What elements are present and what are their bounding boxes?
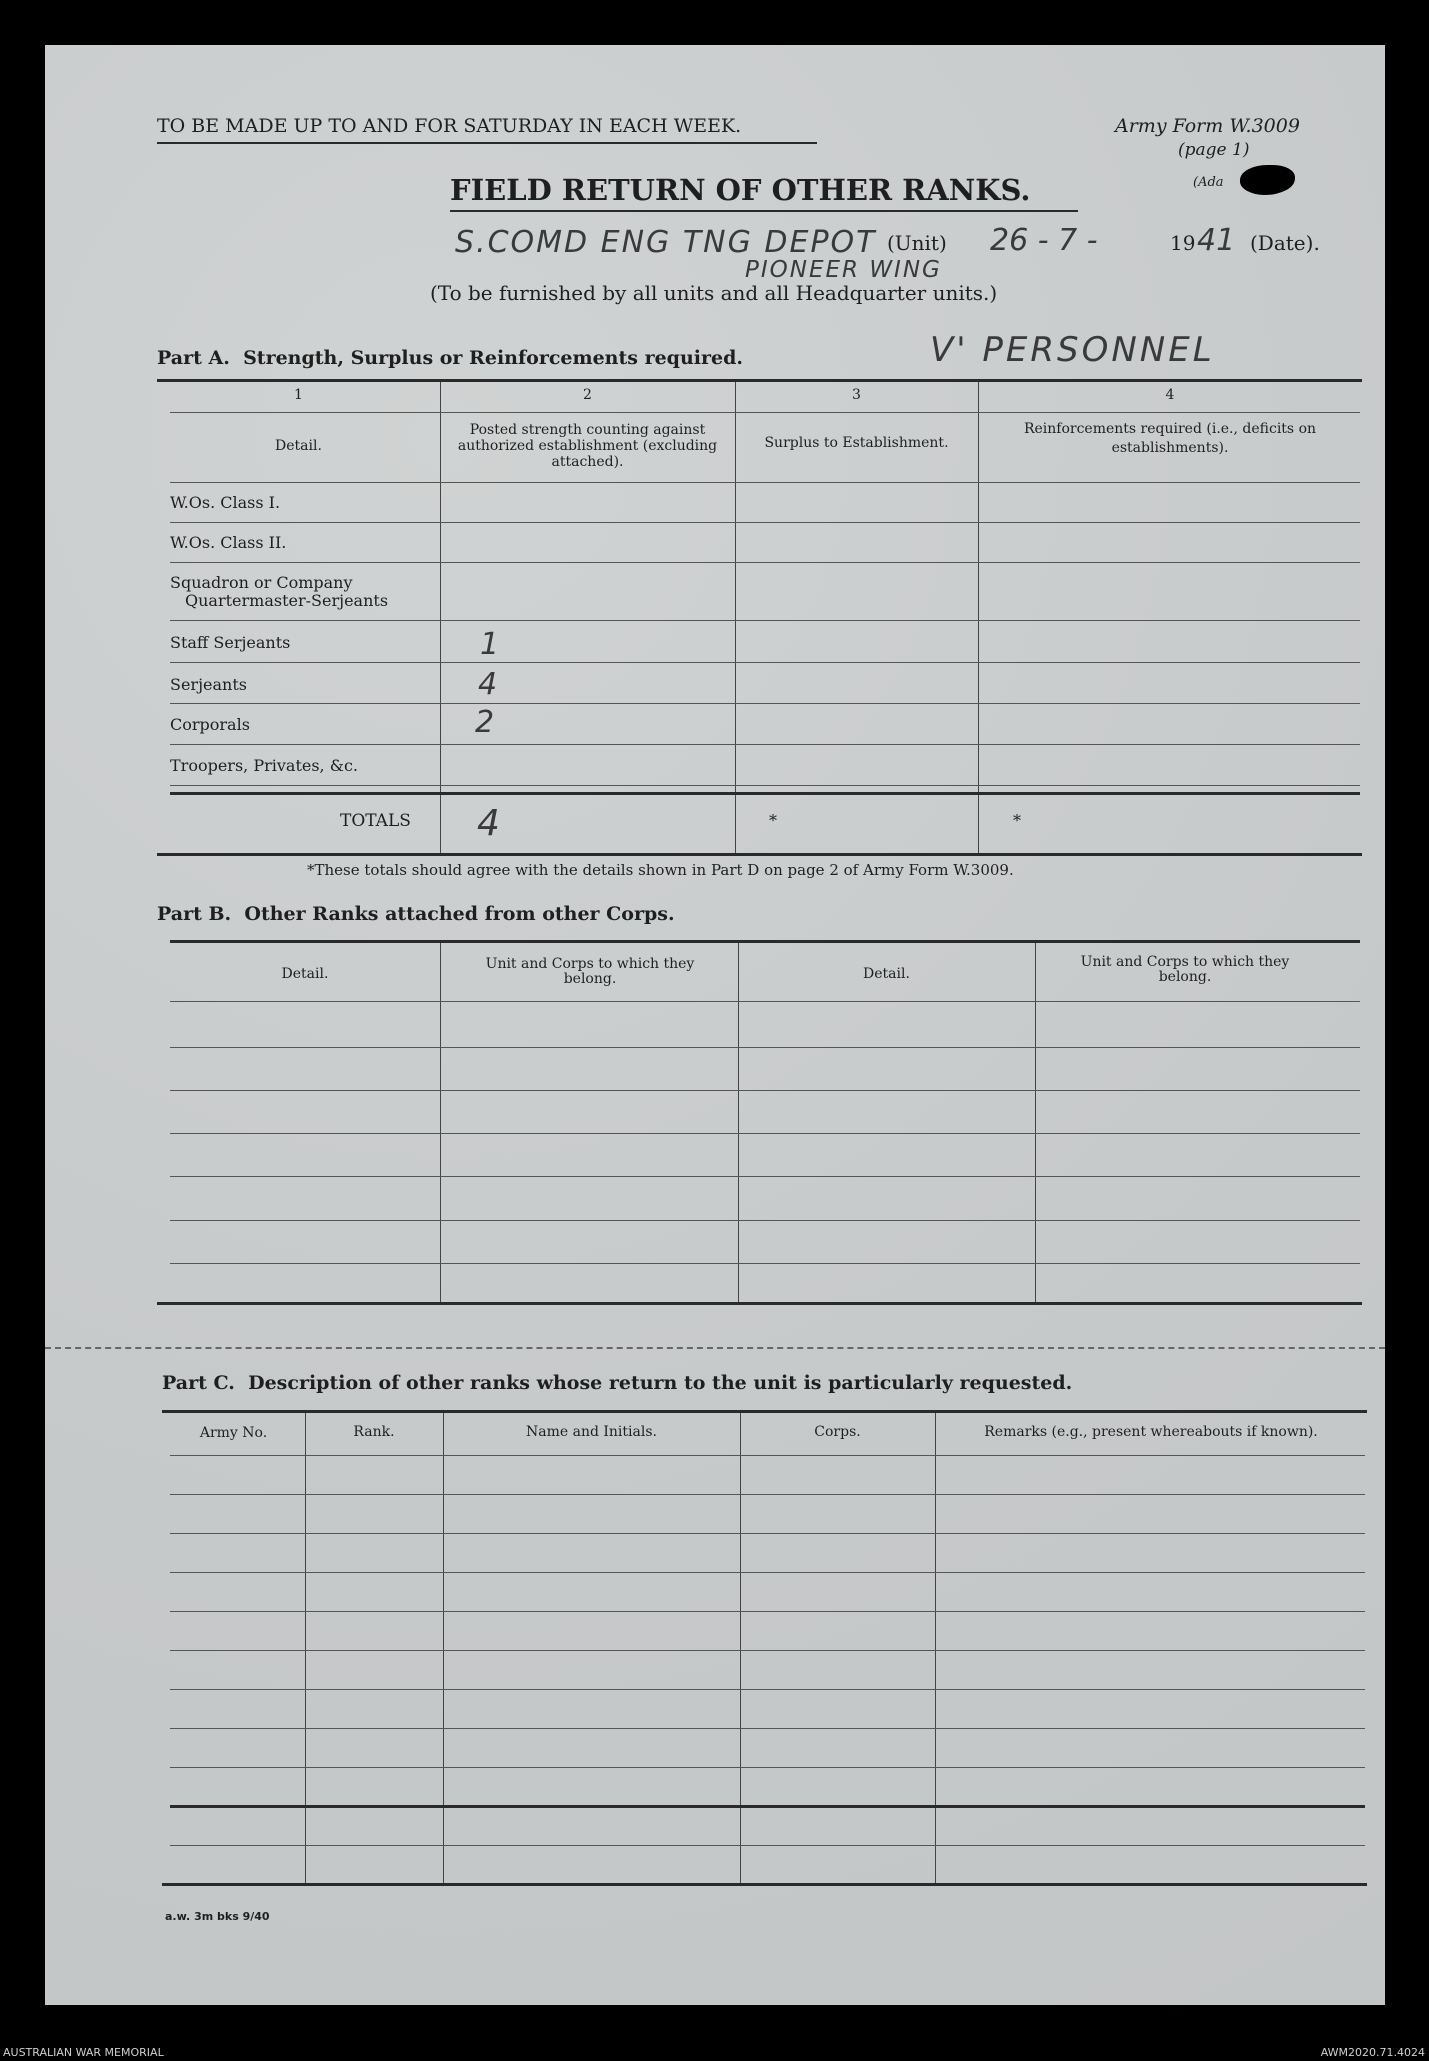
form-title: FIELD RETURN OF OTHER RANKS.	[450, 173, 1031, 207]
part-c-header-rank: Rank.	[353, 1424, 395, 1440]
part-c-row-rule	[170, 1728, 1365, 1729]
form-title-underline	[450, 210, 1078, 212]
row-detail-cqms: Squadron or Company	[170, 573, 353, 592]
row-rule	[170, 562, 1360, 563]
part-c-vrule-2	[443, 1413, 444, 1885]
part-b-header-detail-1: Detail.	[281, 966, 329, 982]
part-a-colnum-2: 2	[583, 387, 592, 403]
part-c-row-rule	[170, 1533, 1365, 1534]
totals-reinforcements-star: *	[1013, 811, 1021, 830]
form-sheet	[45, 45, 1385, 2005]
part-b-header-rule	[170, 1001, 1360, 1002]
part-c-header-corps: Corps.	[814, 1424, 861, 1440]
part-b-vrule-2	[738, 943, 739, 1303]
year-prefix: 19	[1170, 231, 1196, 255]
unit-label: (Unit)	[887, 231, 947, 255]
part-a-footnote: *These totals should agree with the details shown in Part D on page 2 of Army Form W.3009.	[307, 861, 1014, 879]
print-code: a.w. 3m bks 9/40	[165, 1910, 270, 1923]
torn-hole	[1240, 165, 1295, 195]
archive-footer-left: AUSTRALIAN WAR MEMORIAL	[3, 2046, 164, 2059]
part-a-colnum-3: 3	[852, 387, 861, 403]
part-c-row-rule	[170, 1689, 1365, 1690]
part-c-title: Part C. Description of other ranks whose return to the unit is particularly requested.	[162, 1372, 1073, 1394]
furnish-note: (To be furnished by all units and all Headquarter units.)	[430, 281, 998, 305]
part-b-row-rule	[170, 1263, 1360, 1264]
personnel-handwritten: V' PERSONNEL	[930, 330, 1215, 370]
totals-surplus-star: *	[769, 811, 777, 830]
row-detail-wo-class-2: W.Os. Class II.	[170, 533, 287, 552]
part-c-row-rule	[170, 1494, 1365, 1495]
part-c-header-rule	[170, 1455, 1365, 1456]
part-a-header-detail: Detail.	[275, 438, 322, 454]
unit-handwritten: S.COMD ENG TNG DEPOT	[455, 225, 877, 260]
totals-posted: 4	[477, 803, 500, 844]
top-instruction: TO BE MADE UP TO AND FOR SATURDAY IN EACH WEEK.	[157, 115, 742, 137]
part-a-bottom-rule	[157, 853, 1362, 856]
part-b-row-rule	[170, 1220, 1360, 1221]
part-a-title: Part A. Strength, Surplus or Reinforcements required.	[157, 347, 743, 369]
part-a-header-surplus: Surplus to Establishment.	[764, 435, 949, 451]
part-c-row-rule	[170, 1611, 1365, 1612]
part-b-header-unit-2: Unit and Corps to which they belong.	[1080, 954, 1290, 985]
part-c-vrule-3	[740, 1413, 741, 1885]
part-c-row-rule	[170, 1767, 1365, 1768]
totals-label: TOTALS	[340, 811, 411, 831]
part-b-row-rule	[170, 1090, 1360, 1091]
part-c-thick-rule	[170, 1805, 1365, 1808]
row-detail-troopers: Troopers, Privates, &c.	[170, 756, 359, 775]
row-rule	[170, 662, 1360, 663]
part-a-colnum-rule	[170, 412, 1360, 413]
perforation-line	[45, 1347, 1385, 1349]
part-b-row-rule	[170, 1133, 1360, 1134]
archive-footer	[0, 2044, 1429, 2061]
part-a-colnum-4: 4	[1165, 387, 1175, 403]
year-handwritten: 41	[1197, 223, 1236, 258]
part-c-header-name: Name and Initials.	[526, 1424, 657, 1440]
posted-serjeants: 4	[478, 667, 498, 702]
top-instruction-underline	[157, 142, 817, 144]
form-id: Army Form W.3009	[1115, 115, 1300, 137]
part-a-header-rule	[170, 482, 1360, 483]
part-c-row-rule	[170, 1650, 1365, 1651]
part-c-vrule-1	[305, 1413, 306, 1885]
row-rule	[170, 703, 1360, 704]
part-a-top-rule	[157, 379, 1362, 382]
subunit-handwritten: PIONEER WING	[745, 257, 942, 283]
posted-corporals: 2	[475, 705, 495, 740]
part-b-header-detail-2: Detail.	[863, 966, 910, 982]
date-label: (Date).	[1250, 231, 1320, 255]
row-detail-cqms-line2: Quartermaster-Serjeants	[185, 591, 389, 610]
part-a-colnum-1: 1	[294, 387, 303, 403]
part-c-vrule-4	[935, 1413, 936, 1885]
part-b-top-rule	[170, 940, 1360, 943]
part-a-header-reinforcements: Reinforcements required (i.e., deficits on establishments).	[1023, 421, 1317, 456]
part-b-row-rule	[170, 1176, 1360, 1177]
row-detail-corporals: Corporals	[170, 715, 250, 734]
row-rule	[170, 620, 1360, 621]
part-c-bottom-rule	[162, 1883, 1367, 1886]
row-detail-serjeants: Serjeants	[170, 675, 247, 694]
row-detail-wo-class-1: W.Os. Class I.	[170, 493, 281, 512]
part-b-row-rule	[170, 1047, 1360, 1048]
part-c-row-rule	[170, 1845, 1365, 1846]
adapted-label: (Ada	[1193, 175, 1224, 190]
part-c-header-remarks: Remarks (e.g., present whereabouts if known).	[984, 1424, 1318, 1440]
date-handwritten: 26 - 7 -	[990, 223, 1098, 258]
part-b-header-unit-1: Unit and Corps to which they belong.	[485, 956, 695, 987]
part-b-bottom-rule	[157, 1302, 1362, 1305]
posted-staff-serjeants: 1	[480, 627, 500, 662]
part-c-header-army-no: Army No.	[199, 1425, 268, 1441]
row-rule	[170, 744, 1360, 745]
part-b-vrule-1	[440, 943, 441, 1303]
part-a-totals-rule	[170, 792, 1360, 795]
part-c-top-rule	[162, 1410, 1367, 1413]
part-b-vrule-3	[1035, 943, 1036, 1303]
row-rule	[170, 522, 1360, 523]
row-rule	[170, 785, 1360, 786]
part-a-header-posted: Posted strength counting against authorized establishment (excluding attached).	[457, 422, 718, 470]
row-detail-staff-serjeants: Staff Serjeants	[170, 633, 291, 652]
page-label: (page 1)	[1178, 140, 1250, 160]
archive-footer-right: AWM2020.71.4024	[1320, 2046, 1425, 2059]
part-c-row-rule	[170, 1572, 1365, 1573]
part-b-title: Part B. Other Ranks attached from other Corps.	[157, 903, 675, 925]
